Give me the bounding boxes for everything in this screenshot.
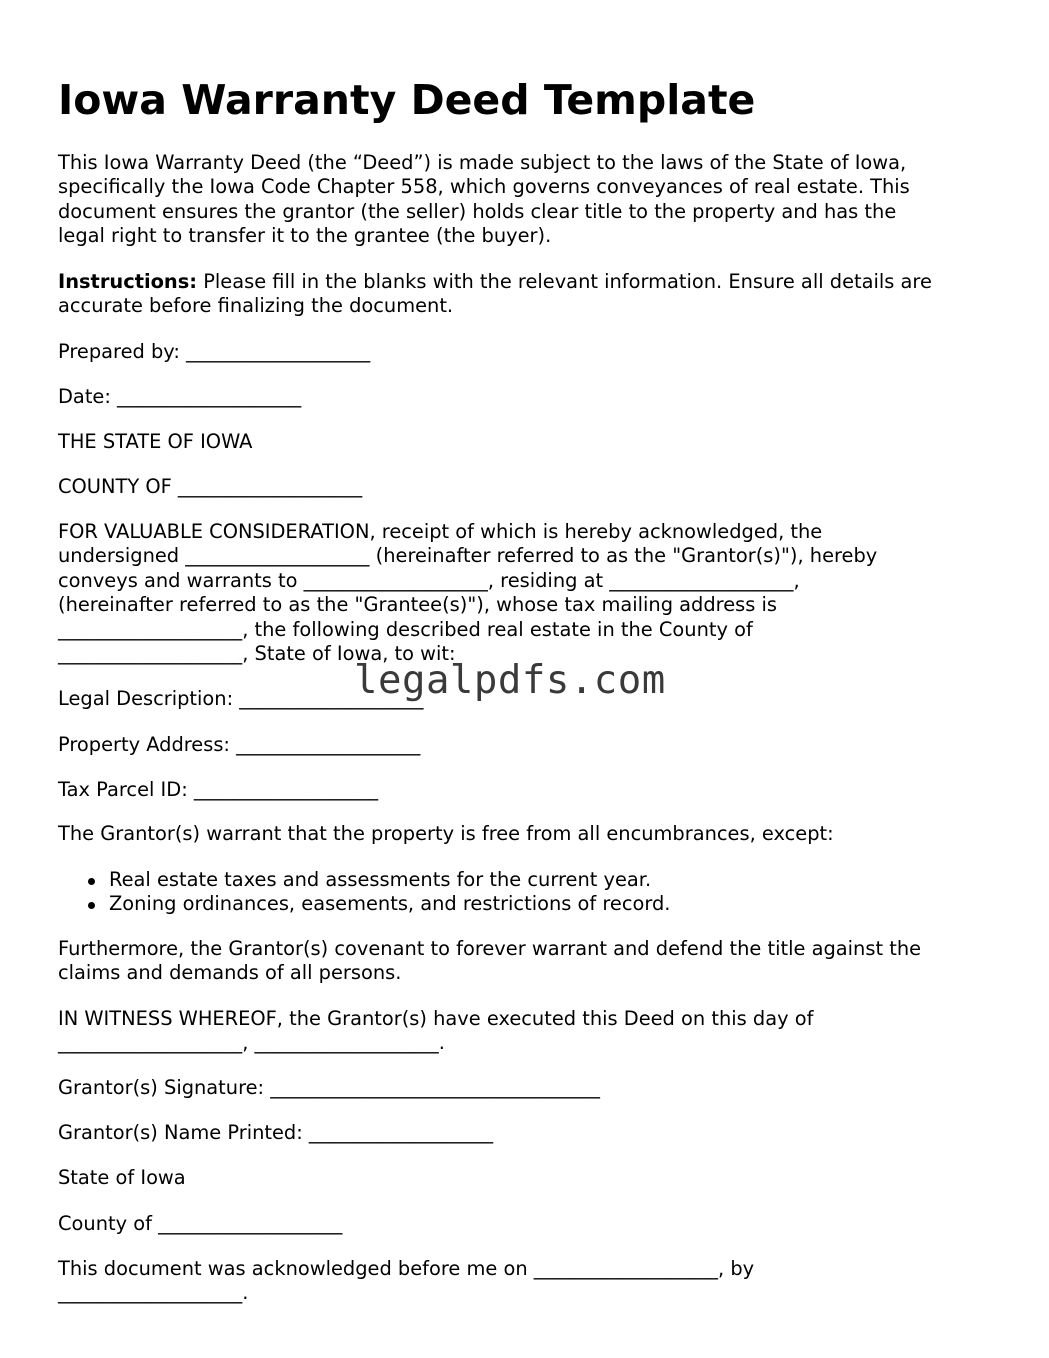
- state-heading: THE STATE OF IOWA: [58, 430, 253, 453]
- intro-line: This Iowa Warranty Deed (the “Deed”) is made subject to the laws of the State of Iowa,: [58, 151, 907, 174]
- acknowledgment-line: This document was acknowledged before me on ___________________, by: [58, 1257, 755, 1280]
- intro-line: specifically the Iowa Code Chapter 558, which governs conveyances of real estate. This: [58, 175, 910, 199]
- intro-line: document ensures the grantor (the seller) holds clear title to the property and has the: [58, 199, 897, 223]
- encumbrances-intro: The Grantor(s) warrant that the property is free from all encumbrances, except:: [58, 822, 834, 845]
- covenant-line: Furthermore, the Grantor(s) covenant to forever warrant and defend the title against the: [58, 937, 922, 960]
- legal-description-field: Legal Description: ___________________: [58, 687, 424, 710]
- intro-line: legal right to transfer it to the grantee (the buyer).: [58, 224, 552, 248]
- covenant-line: claims and demands of all persons.: [58, 961, 402, 985]
- bullet-icon: [88, 902, 95, 909]
- state-of-iowa: State of Iowa: [58, 1166, 186, 1189]
- tax-parcel-field: Tax Parcel ID: ___________________: [58, 778, 379, 801]
- instructions-paragraph: [58, 270, 932, 319]
- consideration-line: FOR VALUABLE CONSIDERATION, receipt of which is hereby acknowledged, the: [58, 520, 823, 543]
- witness-line: ___________________, ___________________.: [58, 1031, 445, 1055]
- covenant-paragraph: [58, 937, 921, 986]
- intro-paragraph: [58, 151, 910, 249]
- list-item: Real estate taxes and assessments for the current year.: [58, 868, 670, 892]
- grantor-signature-field: Grantor(s) Signature: __________________________________: [58, 1076, 600, 1099]
- date-field: Date: ___________________: [58, 385, 302, 408]
- grantor-name-field: Grantor(s) Name Printed: ___________________: [58, 1121, 494, 1144]
- acknowledgment-paragraph: [58, 1257, 754, 1306]
- consideration-paragraph: [58, 520, 877, 666]
- consideration-line: ___________________, the following described real estate in the County of: [58, 617, 753, 641]
- instructions-text: accurate before finalizing the document.: [58, 294, 454, 318]
- consideration-line: ___________________, State of Iowa, to wit:: [58, 642, 456, 666]
- bullet-icon: [88, 878, 95, 885]
- watermark: legalpdfs.com: [354, 658, 666, 703]
- witness-paragraph: [58, 1007, 813, 1056]
- exceptions-list: [58, 868, 670, 917]
- property-address-field: Property Address: ___________________: [58, 733, 421, 756]
- instructions-text: Please fill in the blanks with the relevant information. Ensure all details are: [197, 270, 932, 293]
- consideration-line: conveys and warrants to ___________________, residing at ___________________,: [58, 568, 800, 592]
- instructions-label: Instructions:: [58, 270, 198, 293]
- county-field: COUNTY OF ___________________: [58, 475, 363, 498]
- list-item: Zoning ordinances, easements, and restrictions of record.: [58, 892, 670, 916]
- acknowledgment-line: ___________________.: [58, 1281, 249, 1305]
- consideration-line: undersigned ___________________ (hereinafter referred to as the "Grantor(s)"), hereby: [58, 544, 878, 568]
- page-title: Iowa Warranty Deed Template: [58, 76, 756, 124]
- witness-line: IN WITNESS WHEREOF, the Grantor(s) have executed this Deed on this day of: [58, 1007, 814, 1030]
- consideration-line: (hereinafter referred to as the "Grantee(s)"), whose tax mailing address is: [58, 593, 778, 617]
- county-of-field: County of ___________________: [58, 1212, 343, 1235]
- prepared-by-field: Prepared by: ___________________: [58, 340, 371, 363]
